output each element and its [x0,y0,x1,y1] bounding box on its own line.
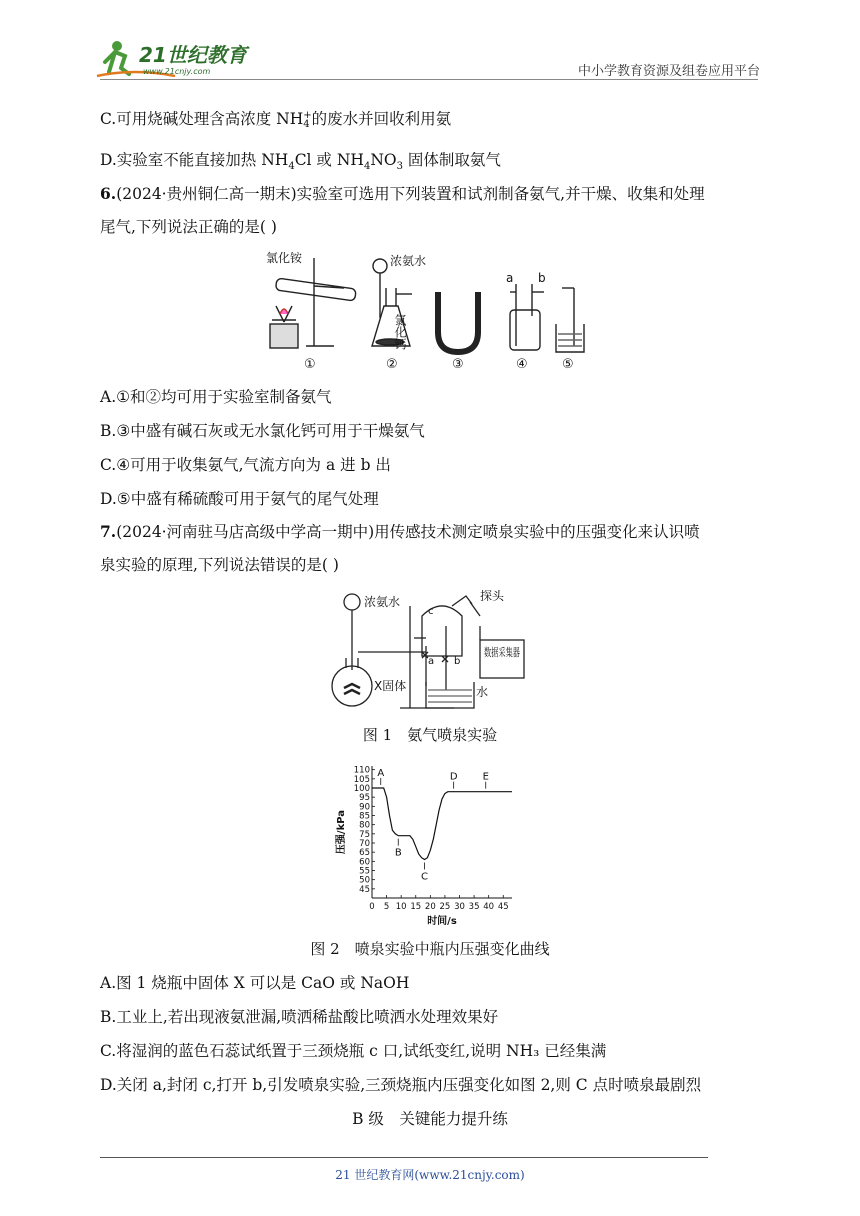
x-tick-label: 40 [483,902,495,912]
q5-option-d: D.实验室不能直接加热 $NH_4Cl$ 或 $NH_4NO_3$ 固体制取氨气 [100,151,501,173]
label-1: ① [304,357,316,372]
y-tick-label: 45 [359,884,370,895]
figure1-caption: 图 1 氨气喷泉实验 [362,726,498,744]
x-tick-label: 35 [468,902,480,912]
fountain-apparatus-figure [330,586,539,712]
label-2: ② [386,357,398,372]
q7-option-d: D.关闭 a,封闭 c,打开 b,引发喷泉实验,三颈烧瓶内压强变化如图 2,则 C 点时喷泉最剧烈 [100,1076,702,1094]
label-b: b [538,271,546,285]
x-tick-label: 45 [497,902,509,912]
figure2-caption: 图 2 喷泉实验中瓶内压强变化曲线 [310,940,550,958]
x-axis-label: 时间/s [427,916,457,927]
y-tick-label: 85 [359,811,370,822]
q7-option-b: B.工业上,若出现液氨泄漏,喷洒稀盐酸比喷洒水处理效果好 [100,1008,499,1026]
y-tick-label: 70 [359,839,370,849]
q7-option-c: C.将湿润的蓝色石蕊试纸置于三颈烧瓶 c 口,试纸变红,说明 NH₃ 已经集满 [100,1042,607,1060]
wooden-block [270,324,298,348]
x-tick-label: 5 [383,902,390,912]
x-tick-label: 20 [424,902,436,912]
label-a: a [506,271,514,285]
annotation-label: D [449,771,458,783]
y-tick-label: 55 [359,866,370,877]
section-title: B 级 关键能力提升练 [352,1110,508,1128]
annotation-label: A [377,768,385,779]
q6-apparatus-figure [262,248,592,372]
label-b2: b [454,656,461,667]
label-cacl2: 氯化钙 [393,314,407,350]
series-line [372,788,512,860]
q6-stem-line1: 6.(2024·贵州铜仁高一期末)实验室可选用下列装置和试剂制备氨气,并干燥、收集和处理 [100,184,705,203]
logo-url: www.21cnjy.com [143,67,211,76]
annotation-label: C [421,871,428,883]
x-tick-label: 15 [410,902,422,912]
y-axis-label: 压强/kPa [336,809,347,855]
label-water: 水 [476,685,489,699]
y-tick-label: 60 [359,857,370,868]
label-collector: 数据采集器 [484,646,539,659]
q6-option-a: A.①和②均可用于实验室制备氨气 [100,388,332,406]
q6-option-d: D.⑤中盛有稀硫酸可用于氨气的尾气处理 [100,490,379,508]
site-logo [95,38,260,80]
logo-text: 21世纪教育 [139,43,247,67]
y-tick-label: 75 [359,829,370,840]
y-tick-label: 95 [359,793,370,804]
q7-stem-line2: 泉实验的原理,下列说法错误的是( ) [100,556,339,574]
label-conc-ammonia-2: 浓氨水 [364,595,401,609]
label-3: ③ [452,357,464,372]
y-tick-label: 65 [359,848,370,859]
q7-stem-line1: 7.(2024·河南驻马店高级中学高一期中)用传感技术测定喷泉实验中的压强变化来认识喷 [100,522,700,541]
label-5: ⑤ [562,357,574,372]
test-tube [275,278,356,301]
x-tick-label: 0 [369,902,375,912]
footer-text: 21 世纪教育网(www.21cnjy.com) [335,1168,525,1182]
y-tick-label: 80 [359,820,370,831]
label-4: ④ [516,357,528,372]
q5-option-c: C.可用烧碱处理含高浓度 NH + 4 的废水并回收利用氨 [100,110,452,130]
annotation-label: E [482,771,489,783]
x-tick-label: 30 [454,902,465,912]
q6-number: 6. [100,184,117,203]
q6-option-c: C.④可用于收集氨气,气流方向为 a 进 b 出 [100,456,391,474]
q6-option-b: B.③中盛有碱石灰或无水氯化钙可用于干燥氨气 [100,422,425,440]
q7-option-a: A.图 1 烧瓶中固体 X 可以是 CaO 或 NaOH [100,974,410,992]
site-name: 中小学教育资源及组卷应用平台 [577,64,760,79]
q7-number: 7. [100,522,117,541]
y-tick-label: 50 [359,875,370,886]
label-c: c [428,606,434,617]
label-conc-ammonia: 浓氨水 [390,254,427,268]
x-tick-label: 25 [439,902,451,912]
x-tick-label: 10 [395,902,407,912]
label-probe: 探头 [480,589,505,603]
y-tick-label: 110 [353,765,370,776]
label-x-solid: X固体 [374,679,407,693]
y-tick-label: 100 [353,784,370,794]
y-tick-label: 105 [353,774,370,785]
annotation-label: B [394,847,402,859]
footer-divider [100,1157,708,1158]
label-a2: a [428,656,435,667]
y-tick-label: 90 [359,802,370,813]
q6-stem-line2: 尾气,下列说法正确的是( ) [100,218,277,236]
label-nh4cl: 氯化铵 [266,251,303,265]
header-divider [100,79,758,80]
pressure-chart [330,756,520,932]
